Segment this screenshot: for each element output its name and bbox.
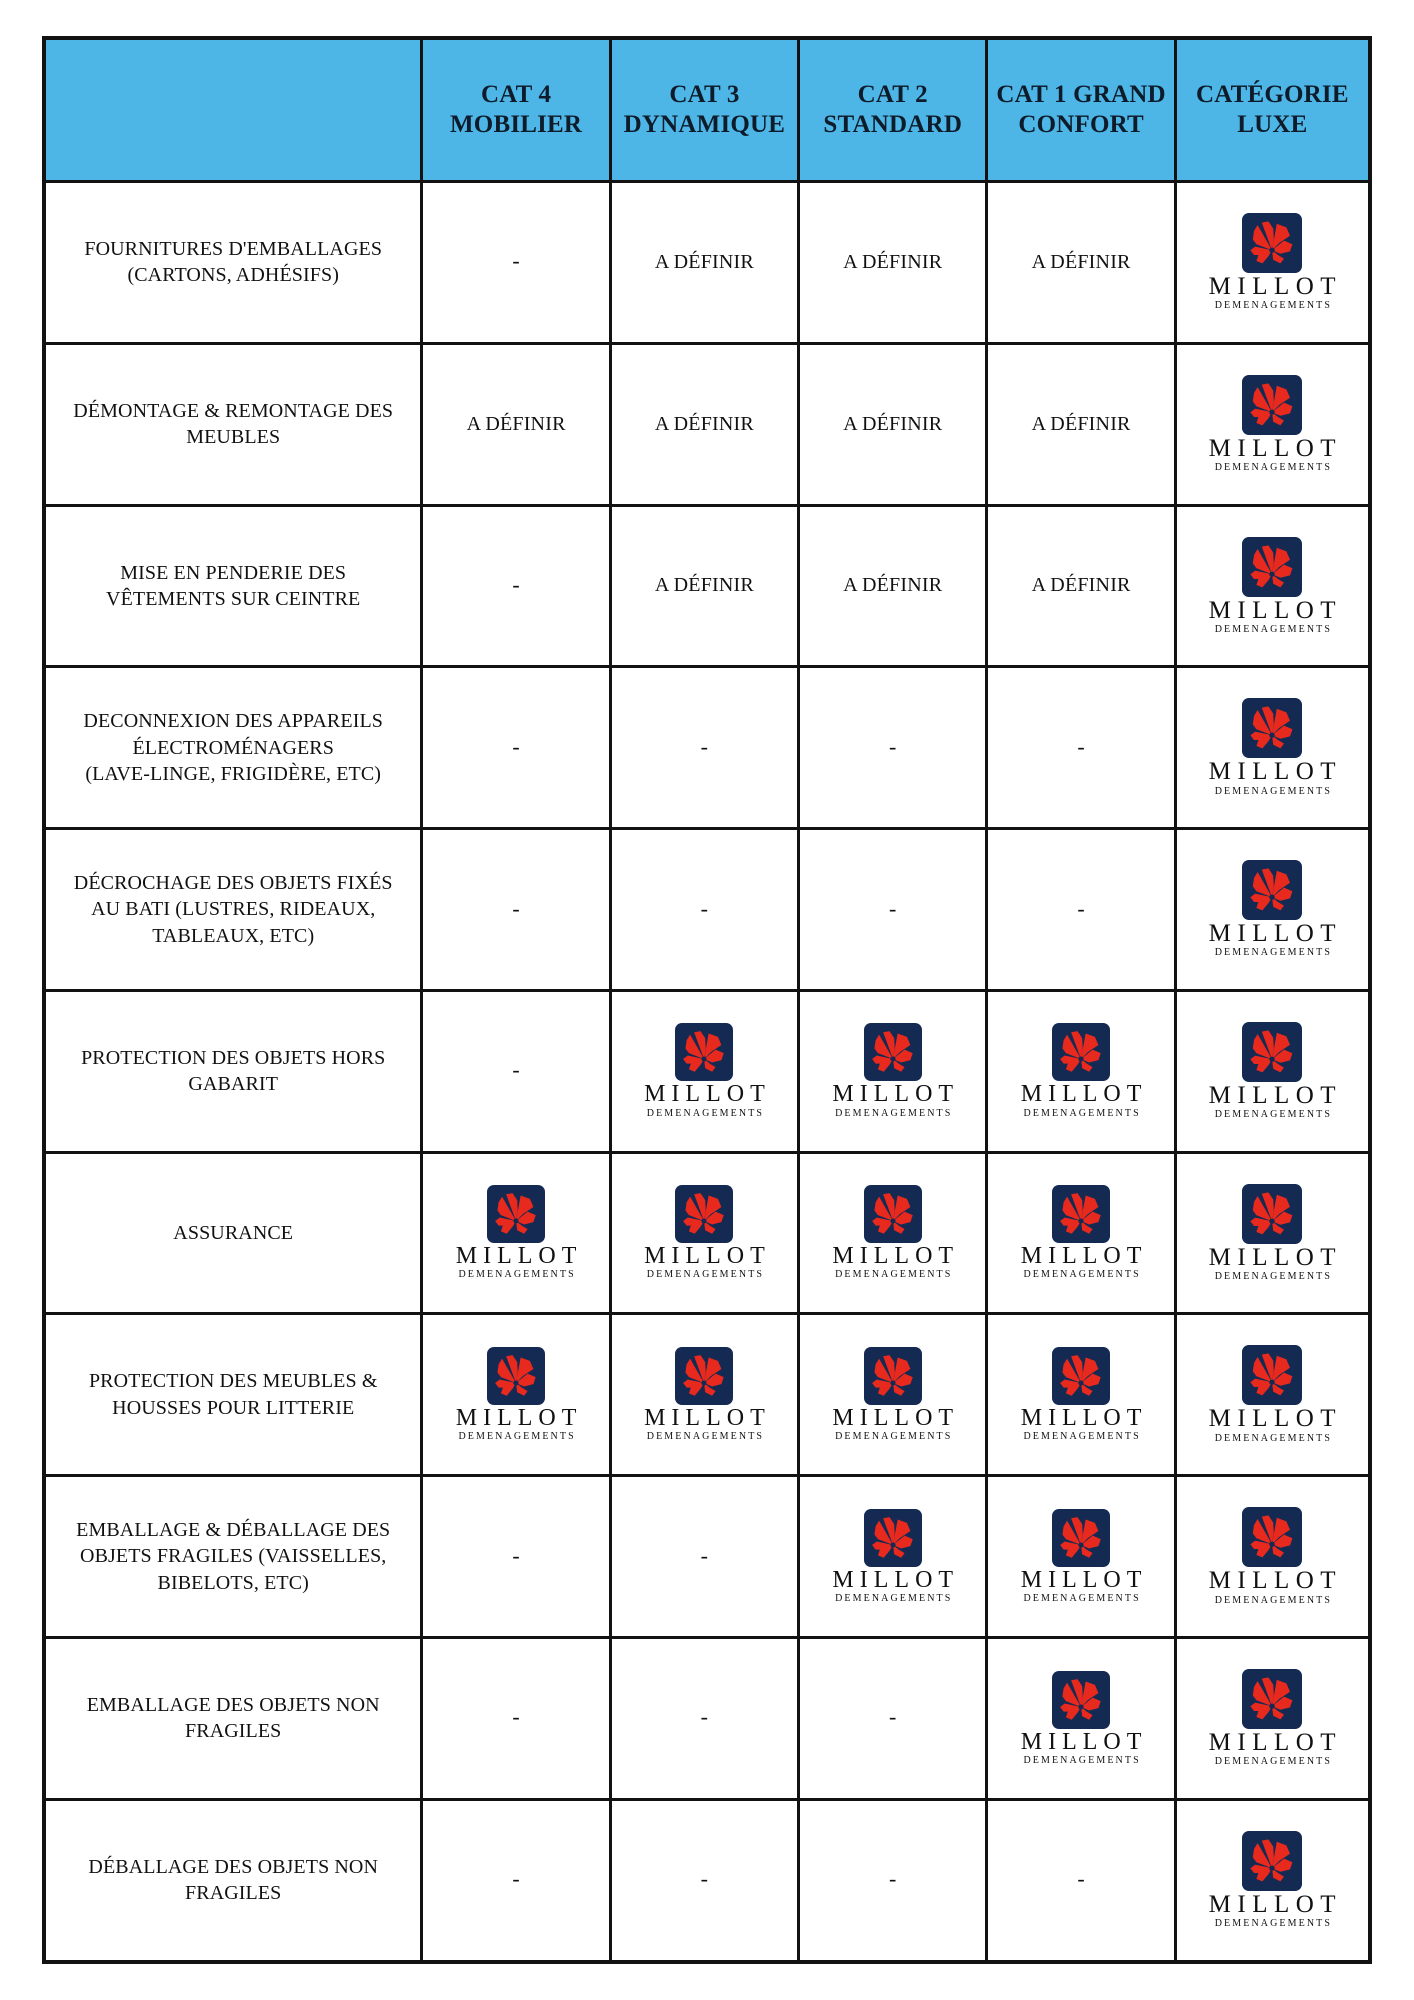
row-label-d-montage-remontage-des-meubles	[44, 343, 422, 505]
row-label-line: VÊTEMENTS SUR CEINTRE	[106, 587, 361, 610]
cell-dash-icon: -	[512, 1866, 520, 1892]
millot-wordmark: MILLOT	[1208, 1891, 1343, 1919]
cell-r1-c1	[422, 182, 610, 344]
millot-butterfly-icon	[487, 1185, 545, 1243]
cell-r3-c2	[610, 505, 798, 667]
millot-wordmark: MILLOT	[644, 1405, 771, 1432]
cell-dash-icon: -	[1077, 895, 1085, 921]
cell-dash-icon: -	[888, 1866, 897, 1892]
millot-wordmark: MILLOT	[1020, 1728, 1148, 1755]
row-label-emballage-des-objets-non-fragiles	[44, 1638, 422, 1800]
cell-r6-c5	[1175, 990, 1370, 1152]
row-label-line: TABLEAUX, ETC)	[152, 924, 315, 947]
cell-r4-c5	[1175, 667, 1370, 829]
header-cell-cat-3-dynamique	[610, 38, 798, 182]
millot-wordmark: MILLOT	[832, 1243, 960, 1270]
row-label-line: PROTECTION DES MEUBLES &	[88, 1370, 378, 1393]
cell-text: A DÉFINIR	[1031, 574, 1131, 597]
table-row	[44, 505, 1370, 667]
cell-dash-icon: -	[700, 733, 709, 759]
millot-logo	[620, 1347, 789, 1443]
millot-wordmark: MILLOT	[455, 1405, 583, 1432]
cell-r10-c3	[799, 1638, 987, 1800]
cell-dash-icon: -	[888, 895, 897, 921]
millot-wordmark: MILLOT	[1020, 1566, 1148, 1593]
cell-r5-c2	[610, 829, 798, 991]
millot-logo	[808, 1185, 977, 1281]
millot-subwordmark: DEMENAGEMENTS	[1214, 785, 1333, 797]
cell-r2-c5	[1175, 343, 1370, 505]
cell-r6-c3	[799, 990, 987, 1152]
cell-r5-c4	[987, 829, 1175, 991]
millot-subwordmark: DEMENAGEMENTS	[458, 1269, 576, 1281]
millot-subwordmark: DEMENAGEMENTS	[835, 1592, 953, 1604]
header-cell-cat-gorie-luxe	[1175, 38, 1370, 182]
millot-wordmark: MILLOT	[1208, 1405, 1343, 1433]
cell-r6-c4	[987, 990, 1175, 1152]
cell-text: A DÉFINIR	[843, 412, 943, 435]
cell-dash-icon: -	[512, 1704, 520, 1730]
cell-r9-c1	[422, 1476, 610, 1638]
millot-butterfly-icon	[1052, 1671, 1110, 1729]
millot-subwordmark: DEMENAGEMENTS	[835, 1269, 953, 1281]
millot-subwordmark: DEMENAGEMENTS	[1214, 1918, 1333, 1930]
millot-butterfly-icon	[864, 1509, 922, 1567]
row-label-line: AU BATI (LUSTRES, RIDEAUX,	[91, 898, 376, 921]
millot-logo	[1185, 537, 1360, 636]
millot-wordmark: MILLOT	[1020, 1405, 1148, 1432]
millot-wordmark: MILLOT	[644, 1081, 771, 1108]
cell-r2-c2	[610, 343, 798, 505]
millot-logo	[620, 1023, 789, 1119]
table-body	[44, 182, 1370, 1963]
cell-dash-icon: -	[700, 1542, 709, 1568]
cell-r8-c1	[422, 1314, 610, 1476]
cell-r7-c3	[799, 1152, 987, 1314]
cell-r9-c3	[799, 1476, 987, 1638]
millot-logo	[808, 1509, 977, 1605]
table-header	[44, 38, 1370, 182]
millot-butterfly-icon	[1242, 698, 1302, 758]
row-label-line: DÉMONTAGE & REMONTAGE DES	[73, 399, 394, 422]
cell-r11-c5	[1175, 1799, 1370, 1962]
millot-butterfly-icon	[1242, 213, 1302, 273]
row-label-line: (LAVE-LINGE, FRIGIDÈRE, ETC)	[85, 762, 382, 785]
millot-logo	[1185, 1184, 1360, 1283]
header-corner-cell	[44, 38, 422, 182]
row-label-line: DECONNEXION DES APPAREILS	[83, 710, 383, 733]
header-cell-line1: CAT 4	[480, 80, 552, 108]
header-cell-line2: STANDARD	[823, 111, 963, 138]
cell-r5-c1	[422, 829, 610, 991]
cell-r7-c4	[987, 1152, 1175, 1314]
cell-dash-icon: -	[512, 895, 520, 921]
cell-dash-icon: -	[512, 571, 520, 597]
millot-subwordmark: DEMENAGEMENTS	[1023, 1592, 1141, 1604]
cell-r8-c5	[1175, 1314, 1370, 1476]
row-label-line: FRAGILES	[185, 1720, 282, 1743]
millot-wordmark: MILLOT	[1208, 1567, 1343, 1595]
header-cell-line2: CONFORT	[1018, 111, 1144, 138]
millot-subwordmark: DEMENAGEMENTS	[1023, 1269, 1141, 1281]
cell-r6-c1	[422, 990, 610, 1152]
row-label-protection-des-objets-hors-gabarit	[44, 990, 422, 1152]
millot-logo	[1185, 1507, 1360, 1606]
header-row	[44, 38, 1370, 182]
row-label-line: FOURNITURES D'EMBALLAGES	[84, 238, 383, 260]
cell-r6-c2	[610, 990, 798, 1152]
cell-r9-c2	[610, 1476, 798, 1638]
row-label-emballage-d-ballage-des-objets-fragiles-	[44, 1476, 422, 1638]
millot-butterfly-icon	[1242, 1184, 1302, 1244]
cell-dash-icon: -	[888, 1704, 897, 1730]
cell-text: A DÉFINIR	[466, 412, 566, 435]
millot-wordmark: MILLOT	[1208, 1729, 1343, 1757]
header-cell-cat-1-grand-confort	[987, 38, 1175, 182]
millot-logo	[1185, 698, 1360, 797]
millot-wordmark: MILLOT	[1020, 1081, 1148, 1108]
cell-dash-icon: -	[1077, 733, 1085, 759]
cell-r3-c5	[1175, 505, 1370, 667]
cell-dash-icon: -	[700, 895, 709, 921]
table-row	[44, 182, 1370, 344]
cell-dash-icon: -	[1077, 1866, 1085, 1892]
row-label-line: ASSURANCE	[173, 1221, 294, 1244]
row-label-line: FRAGILES	[185, 1882, 282, 1905]
millot-logo	[1185, 1022, 1360, 1121]
table-row	[44, 1152, 1370, 1314]
row-label-assurance	[44, 1152, 422, 1314]
row-label-fournitures-d-emballages-cartons-adh-sif	[44, 182, 422, 344]
row-label-mise-en-penderie-des-v-tements-sur-ceint	[44, 505, 422, 667]
millot-wordmark: MILLOT	[1208, 1081, 1343, 1109]
cell-r7-c1	[422, 1152, 610, 1314]
millot-wordmark: MILLOT	[832, 1566, 960, 1593]
header-cell-line1: CAT 2	[857, 80, 928, 108]
row-label-d-ballage-des-objets-non-fragiles	[44, 1799, 422, 1962]
row-label-line: OBJETS FRAGILES (VAISSELLES,	[80, 1545, 387, 1568]
millot-wordmark: MILLOT	[832, 1081, 960, 1108]
row-label-deconnexion-des-appareils-lectrom-nagers	[44, 667, 422, 829]
table-row	[44, 1638, 1370, 1800]
cell-r7-c5	[1175, 1152, 1370, 1314]
header-cell-line1: CAT 3	[669, 80, 740, 108]
millot-butterfly-icon	[675, 1185, 733, 1243]
cell-r3-c4	[987, 505, 1175, 667]
table-row	[44, 1476, 1370, 1638]
cell-dash-icon: -	[888, 733, 897, 759]
row-label-line: ÉLECTROMÉNAGERS	[132, 736, 334, 759]
millot-logo	[1185, 1669, 1360, 1768]
table-row	[44, 1314, 1370, 1476]
cell-text: A DÉFINIR	[654, 574, 754, 597]
table-row	[44, 343, 1370, 505]
cell-r10-c2	[610, 1638, 798, 1800]
millot-subwordmark: DEMENAGEMENTS	[1214, 623, 1333, 635]
millot-subwordmark: DEMENAGEMENTS	[1214, 1270, 1333, 1282]
cell-dash-icon: -	[700, 1866, 709, 1892]
header-cell-line1: CAT 1 GRAND	[996, 80, 1166, 108]
millot-wordmark: MILLOT	[832, 1405, 960, 1432]
cell-r11-c4	[987, 1799, 1175, 1962]
cell-r1-c5	[1175, 182, 1370, 344]
millot-subwordmark: DEMENAGEMENTS	[1214, 1109, 1333, 1121]
row-label-line: BIBELOTS, ETC)	[157, 1571, 309, 1594]
millot-butterfly-icon	[675, 1347, 733, 1405]
cell-r3-c1	[422, 505, 610, 667]
millot-wordmark: MILLOT	[1020, 1243, 1148, 1270]
millot-subwordmark: DEMENAGEMENTS	[1214, 462, 1333, 474]
millot-wordmark: MILLOT	[1208, 596, 1343, 624]
millot-butterfly-icon	[1242, 1831, 1302, 1891]
cell-r5-c5	[1175, 829, 1370, 991]
millot-subwordmark: DEMENAGEMENTS	[835, 1431, 953, 1443]
cell-text: A DÉFINIR	[843, 574, 943, 597]
header-cell-cat-4-mobilier	[422, 38, 610, 182]
millot-subwordmark: DEMENAGEMENTS	[1214, 1432, 1333, 1444]
cell-r4-c2	[610, 667, 798, 829]
cell-r8-c2	[610, 1314, 798, 1476]
cell-r5-c3	[799, 829, 987, 991]
millot-logo	[1185, 1345, 1360, 1444]
millot-butterfly-icon	[864, 1023, 922, 1081]
header-cell-line2: LUXE	[1237, 111, 1308, 138]
row-label-line: DÉCROCHAGE DES OBJETS FIXÉS	[73, 871, 393, 894]
millot-subwordmark: DEMENAGEMENTS	[458, 1431, 576, 1443]
cell-dash-icon: -	[700, 1704, 709, 1730]
row-label-line: MISE EN PENDERIE DES	[120, 561, 347, 584]
millot-wordmark: MILLOT	[1208, 273, 1343, 301]
millot-logo	[996, 1347, 1165, 1443]
millot-subwordmark: DEMENAGEMENTS	[1214, 300, 1333, 312]
millot-wordmark: MILLOT	[1208, 758, 1343, 786]
table-row	[44, 1799, 1370, 1962]
header-cell-line1: CATÉGORIE	[1195, 80, 1349, 108]
table-row	[44, 990, 1370, 1152]
millot-butterfly-icon	[1052, 1347, 1110, 1405]
millot-logo	[431, 1185, 600, 1281]
cell-r8-c4	[987, 1314, 1175, 1476]
cell-dash-icon: -	[512, 733, 520, 759]
millot-logo	[808, 1347, 977, 1443]
cell-r1-c4	[987, 182, 1175, 344]
cell-r4-c3	[799, 667, 987, 829]
millot-subwordmark: DEMENAGEMENTS	[646, 1269, 765, 1281]
header-cell-line2: MOBILIER	[450, 111, 583, 138]
millot-butterfly-icon	[1242, 1345, 1302, 1405]
millot-logo	[996, 1023, 1165, 1119]
millot-logo	[996, 1185, 1165, 1281]
cell-dash-icon: -	[512, 1057, 520, 1083]
cell-text: A DÉFINIR	[843, 250, 943, 273]
cell-r1-c2	[610, 182, 798, 344]
millot-butterfly-icon	[864, 1347, 922, 1405]
millot-logo	[1185, 860, 1360, 959]
millot-subwordmark: DEMENAGEMENTS	[646, 1107, 765, 1119]
table-row	[44, 667, 1370, 829]
millot-butterfly-icon	[487, 1347, 545, 1405]
cell-r10-c4	[987, 1638, 1175, 1800]
row-label-line: DÉBALLAGE DES OBJETS NON	[88, 1856, 379, 1879]
millot-subwordmark: DEMENAGEMENTS	[835, 1107, 953, 1119]
millot-logo	[1185, 375, 1360, 474]
row-label-line: MEUBLES	[186, 426, 281, 449]
row-label-line: (CARTONS, ADHÉSIFS)	[127, 264, 339, 287]
millot-logo	[1185, 1831, 1360, 1930]
millot-logo	[620, 1185, 789, 1281]
millot-subwordmark: DEMENAGEMENTS	[1023, 1431, 1141, 1443]
millot-subwordmark: DEMENAGEMENTS	[646, 1431, 765, 1443]
services-category-matrix	[42, 36, 1372, 1964]
cell-r11-c2	[610, 1799, 798, 1962]
row-label-line: GABARIT	[188, 1073, 279, 1096]
cell-text: A DÉFINIR	[1031, 250, 1131, 273]
millot-wordmark: MILLOT	[455, 1243, 583, 1270]
row-label-line: EMBALLAGE DES OBJETS NON	[86, 1694, 380, 1717]
cell-text: A DÉFINIR	[654, 250, 754, 273]
millot-butterfly-icon	[864, 1185, 922, 1243]
cell-r2-c1	[422, 343, 610, 505]
millot-butterfly-icon	[1052, 1185, 1110, 1243]
cell-r10-c1	[422, 1638, 610, 1800]
cell-r1-c3	[799, 182, 987, 344]
millot-butterfly-icon	[1242, 1669, 1302, 1729]
cell-text: A DÉFINIR	[1031, 412, 1131, 435]
cell-dash-icon: -	[512, 1542, 520, 1568]
cell-text: A DÉFINIR	[654, 412, 754, 435]
millot-butterfly-icon	[1052, 1509, 1110, 1567]
millot-butterfly-icon	[1242, 860, 1302, 920]
millot-logo	[996, 1509, 1165, 1605]
cell-r8-c3	[799, 1314, 987, 1476]
cell-r4-c4	[987, 667, 1175, 829]
cell-r10-c5	[1175, 1638, 1370, 1800]
cell-r7-c2	[610, 1152, 798, 1314]
millot-logo	[996, 1671, 1165, 1767]
millot-butterfly-icon	[1052, 1023, 1110, 1081]
cell-r11-c1	[422, 1799, 610, 1962]
millot-butterfly-icon	[1242, 537, 1302, 597]
millot-wordmark: MILLOT	[644, 1243, 771, 1270]
millot-butterfly-icon	[1242, 1507, 1302, 1567]
millot-butterfly-icon	[1242, 1022, 1302, 1082]
row-label-d-crochage-des-objets-fix-s-au-bati-lust	[44, 829, 422, 991]
millot-subwordmark: DEMENAGEMENTS	[1023, 1754, 1141, 1766]
cell-r3-c3	[799, 505, 987, 667]
millot-butterfly-icon	[675, 1023, 733, 1081]
row-label-line: PROTECTION DES OBJETS HORS	[81, 1046, 386, 1069]
cell-r9-c5	[1175, 1476, 1370, 1638]
cell-r9-c4	[987, 1476, 1175, 1638]
cell-r2-c4	[987, 343, 1175, 505]
millot-wordmark: MILLOT	[1208, 920, 1343, 948]
cell-r11-c3	[799, 1799, 987, 1962]
millot-wordmark: MILLOT	[1208, 434, 1343, 462]
row-label-line: HOUSSES POUR LITTERIE	[112, 1396, 355, 1419]
millot-subwordmark: DEMENAGEMENTS	[1023, 1107, 1141, 1119]
millot-subwordmark: DEMENAGEMENTS	[1214, 1756, 1333, 1768]
row-label-protection-des-meubles-housses-pour-litt	[44, 1314, 422, 1476]
millot-subwordmark: DEMENAGEMENTS	[1214, 1594, 1333, 1606]
millot-wordmark: MILLOT	[1208, 1243, 1343, 1271]
millot-butterfly-icon	[1242, 375, 1302, 435]
cell-r2-c3	[799, 343, 987, 505]
cell-r4-c1	[422, 667, 610, 829]
millot-subwordmark: DEMENAGEMENTS	[1214, 947, 1333, 959]
millot-logo	[431, 1347, 600, 1443]
header-cell-line2: DYNAMIQUE	[623, 111, 786, 138]
row-label-line: EMBALLAGE & DÉBALLAGE DES	[76, 1519, 391, 1542]
header-cell-cat-2-standard	[799, 38, 987, 182]
cell-dash-icon: -	[512, 248, 520, 274]
table-row	[44, 829, 1370, 991]
millot-logo	[1185, 213, 1360, 312]
millot-logo	[808, 1023, 977, 1119]
